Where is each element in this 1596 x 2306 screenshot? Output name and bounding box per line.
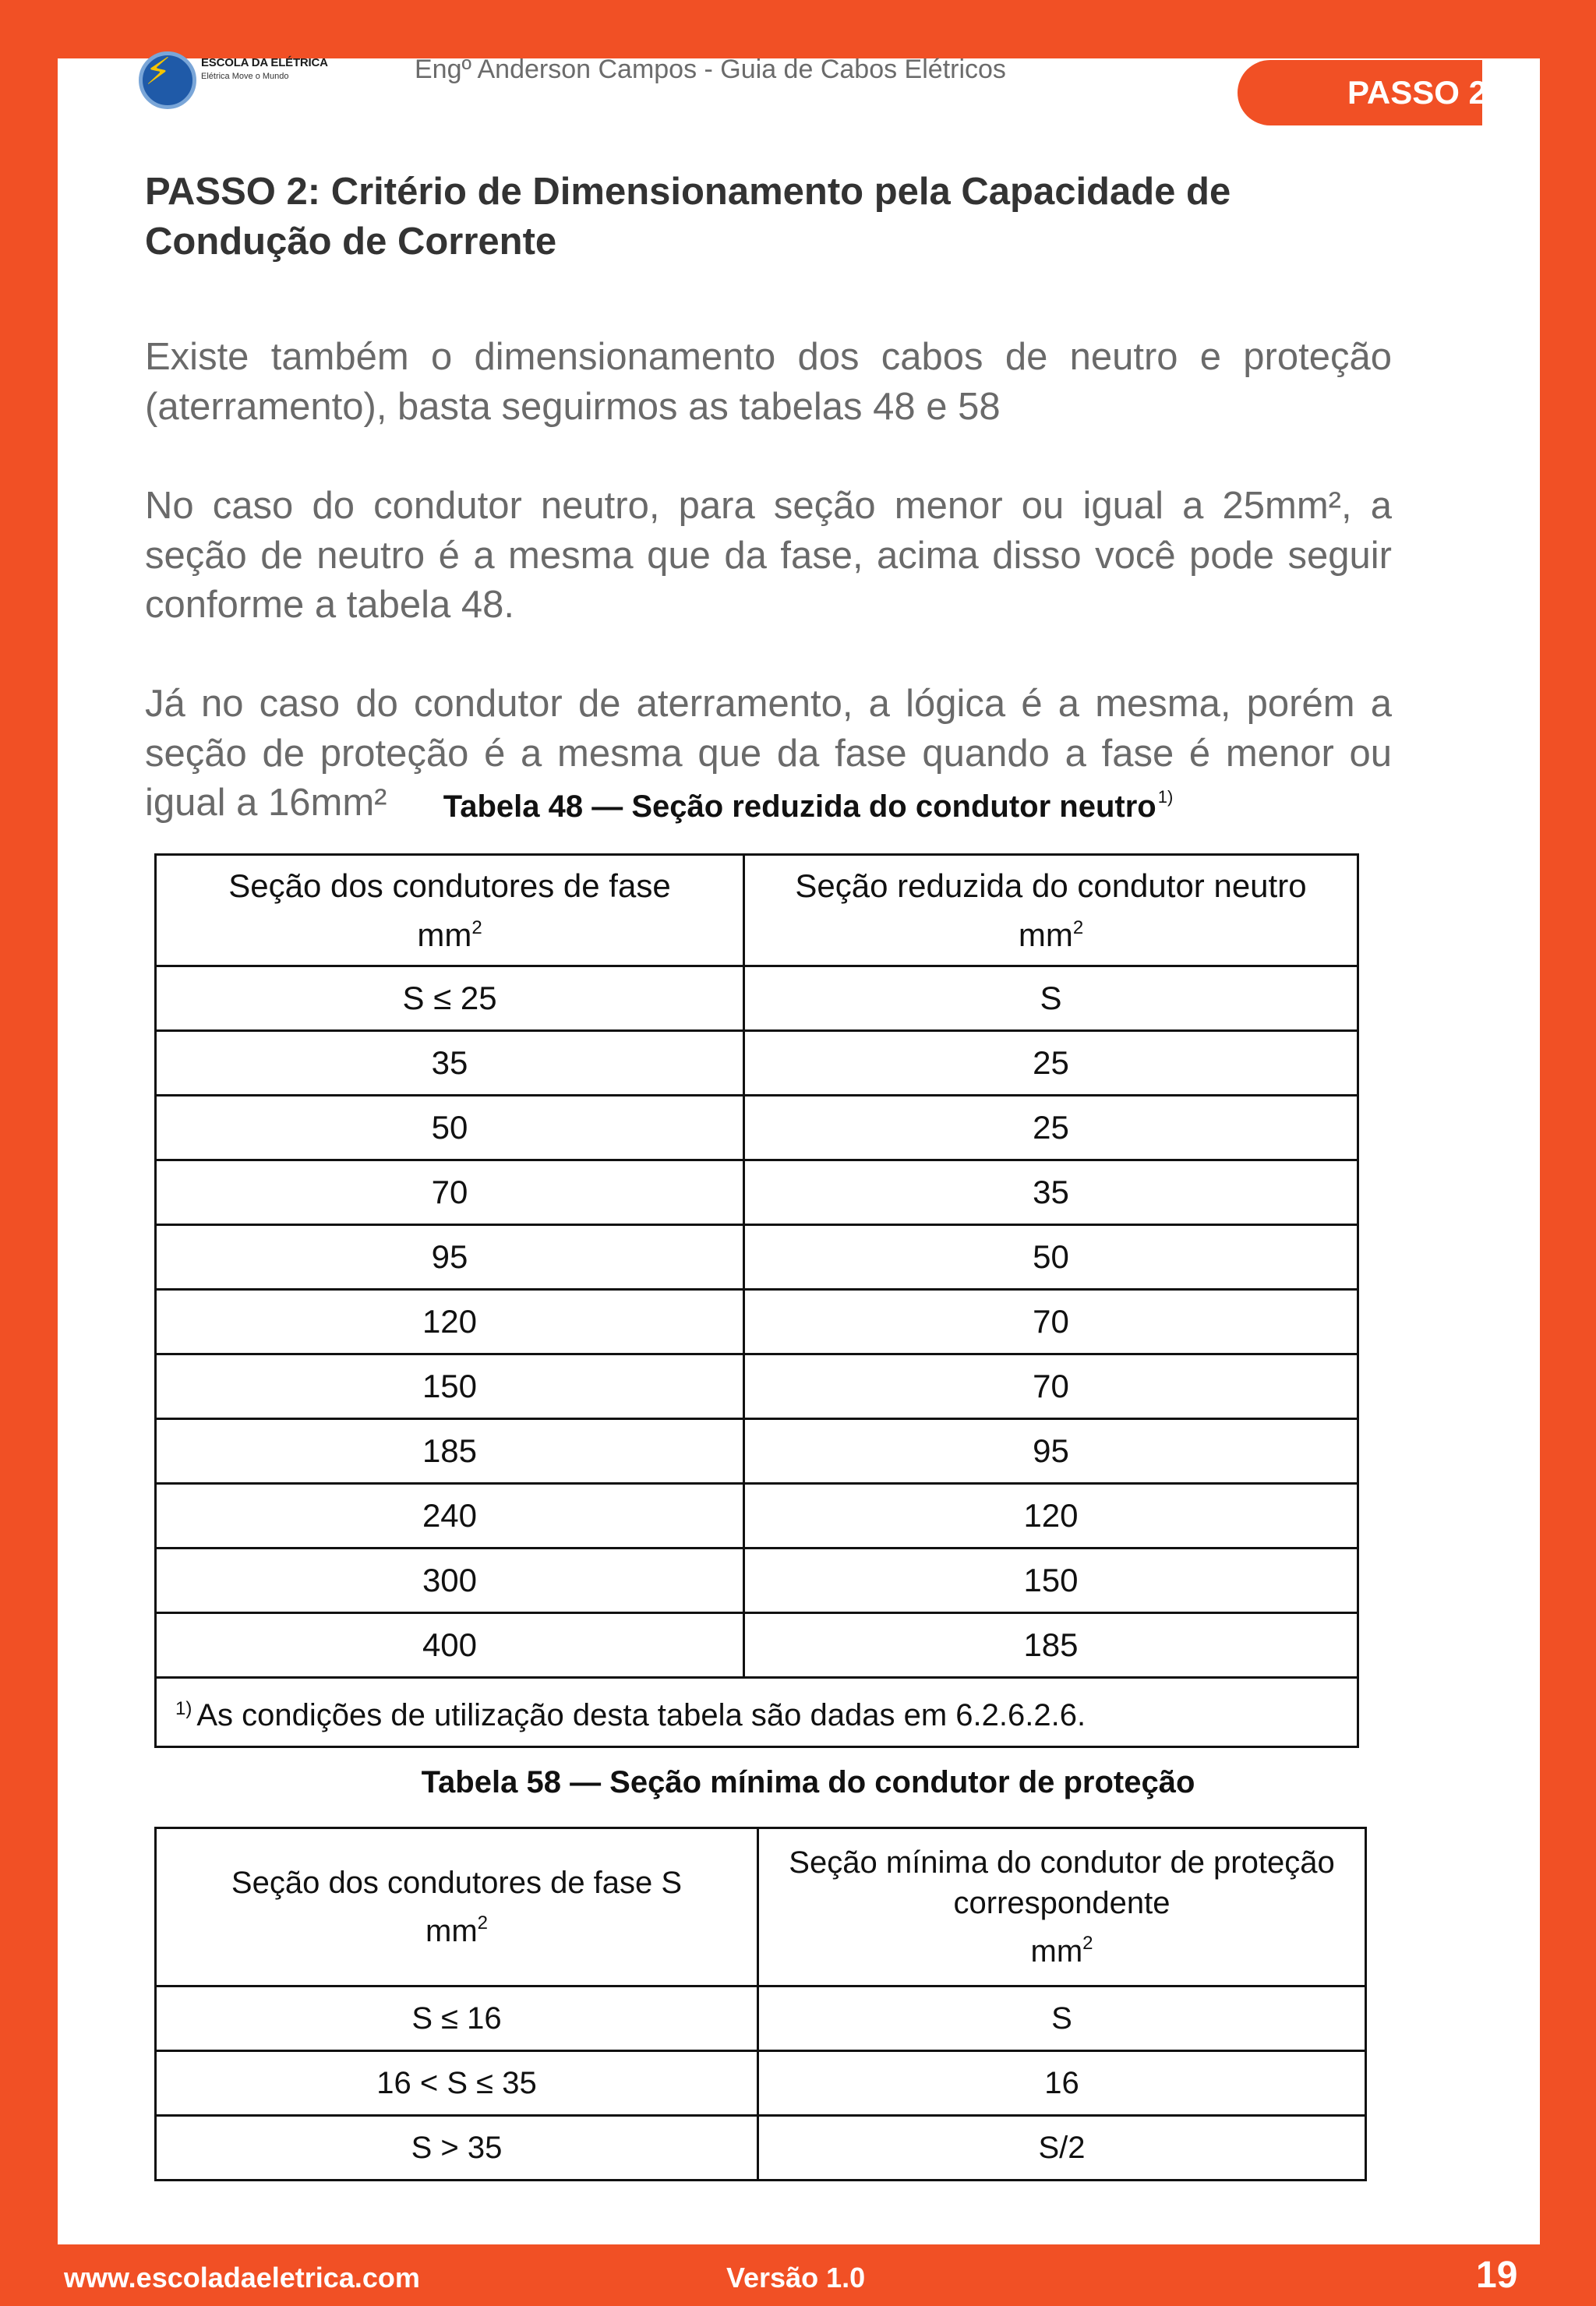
- page-number: 19: [1476, 2255, 1518, 2296]
- table48-cell-neutral: 185: [744, 1613, 1358, 1678]
- table48-header-phase: [156, 855, 744, 966]
- table58-header-protection-label: Seção mínima do condutor de proteção correspondente: [789, 1845, 1335, 1920]
- table-row: [156, 966, 1358, 1031]
- table48-header-neutral: [744, 855, 1358, 966]
- footer-website-link[interactable]: www.escoladaeletrica.com: [64, 2262, 420, 2294]
- table58-header-phase-exp: 2: [477, 1912, 488, 1933]
- table48-footnote-mark: 1): [175, 1698, 192, 1719]
- lightning-bolt-icon: ⚡: [145, 50, 171, 94]
- table58-header-phase-label: Seção dos condutores de fase S: [231, 1866, 683, 1900]
- neutral-paragraph: No caso do condutor neutro, para seção menor ou igual a 25mm², a seção de neutro é a mesma que da fase, acima disso você pode seguir conforme a tabela 48.: [145, 485, 1392, 626]
- table58-cell-phase: S > 35: [156, 2116, 758, 2181]
- table48-cell-neutral: 150: [744, 1549, 1358, 1613]
- table-row: [156, 1031, 1358, 1096]
- brand-logo: [129, 45, 328, 123]
- table48-cell-neutral: 95: [744, 1419, 1358, 1484]
- table48-cell-phase: 50: [156, 1096, 744, 1160]
- table48-cell-neutral: 70: [744, 1354, 1358, 1419]
- table48-footnote: [156, 1678, 1358, 1747]
- table48-cell-phase: 150: [156, 1354, 744, 1419]
- table48: [154, 853, 1359, 1748]
- table-row: [156, 1225, 1358, 1290]
- table-row: [156, 1986, 1366, 2051]
- table-row: [156, 1096, 1358, 1160]
- table48-cell-neutral: 70: [744, 1290, 1358, 1354]
- table-row: [156, 1484, 1358, 1549]
- table48-cell-phase: 400: [156, 1613, 744, 1678]
- table-row: [156, 1290, 1358, 1354]
- table48-cell-phase: 300: [156, 1549, 744, 1613]
- table48-cell-neutral: 50: [744, 1225, 1358, 1290]
- grounding-paragraph: Já no caso do condutor de aterramento, a lógica é a mesma, porém a seção de proteção é a mesma que da fase quando a fase é menor ou igual a 16mm²: [145, 683, 1392, 824]
- table-row: [156, 1160, 1358, 1225]
- table48-cell-phase: 95: [156, 1225, 744, 1290]
- table58-cell-phase: S ≤ 16: [156, 1986, 758, 2051]
- table48-header-neutral-exp: 2: [1072, 916, 1084, 938]
- table48-cell-neutral: 25: [744, 1096, 1358, 1160]
- table48-cell-phase: 185: [156, 1419, 744, 1484]
- footer-version: Versão 1.0: [726, 2262, 866, 2294]
- table-row: [156, 2116, 1366, 2181]
- logo-brand-name: ESCOLA DA ELÉTRICA: [201, 56, 328, 69]
- table48-cell-neutral: S: [744, 966, 1358, 1031]
- table48-caption-note: 1): [1157, 787, 1174, 807]
- table58-header-phase: [156, 1828, 758, 1986]
- table-row: [156, 1354, 1358, 1419]
- table48-cell-neutral: 35: [744, 1160, 1358, 1225]
- header-guide-title: Engº Anderson Campos - Guia de Cabos Elétricos: [415, 55, 1006, 84]
- table-row: [156, 1549, 1358, 1613]
- table58-cell-phase: 16 < S ≤ 35: [156, 2051, 758, 2116]
- table58-header-protection-exp: 2: [1082, 1933, 1093, 1954]
- page-title: PASSO 2: Critério de Dimensionamento pela Capacidade de Condução de Corrente: [145, 171, 1231, 263]
- table48-cell-phase: S ≤ 25: [156, 966, 744, 1031]
- table48-header-phase-exp: 2: [471, 916, 482, 938]
- table58-header-phase-unit: mm: [425, 1914, 478, 1948]
- logo-tagline: Elétrica Move o Mundo: [201, 72, 289, 81]
- table48-cell-phase: 240: [156, 1484, 744, 1549]
- table48-cell-neutral: 25: [744, 1031, 1358, 1096]
- table-row: [156, 1613, 1358, 1678]
- step-badge: PASSO 2: [1238, 60, 1482, 125]
- table58-caption: Tabela 58 — Seção mínima do condutor de proteção: [421, 1765, 1195, 1799]
- table48-footnote-text: As condições de utilização desta tabela são dadas em 6.2.6.2.6.: [196, 1698, 1086, 1732]
- table48-header-phase-label: Seção dos condutores de fase: [228, 867, 671, 904]
- table48-header-phase-unit: mm: [417, 916, 472, 953]
- table48-caption: [129, 787, 1487, 825]
- table-row: [156, 2051, 1366, 2116]
- table58-header-row: [156, 1828, 1366, 1986]
- table48-cell-phase: 35: [156, 1031, 744, 1096]
- intro-paragraph: Existe também o dimensionamento dos cabos de neutro e proteção (aterramento), basta seguirmos as tabelas 48 e 58: [145, 336, 1392, 428]
- table58-cell-protection: S/2: [758, 2116, 1366, 2181]
- table48-footnote-row: [156, 1678, 1358, 1747]
- table58-cell-protection: S: [758, 1986, 1366, 2051]
- table48-cell-phase: 70: [156, 1160, 744, 1225]
- table48-cell-neutral: 120: [744, 1484, 1358, 1549]
- table-row: [156, 1419, 1358, 1484]
- table58: [154, 1827, 1367, 2181]
- table48-cell-phase: 120: [156, 1290, 744, 1354]
- table58-cell-protection: 16: [758, 2051, 1366, 2116]
- table58-header-protection-unit: mm: [1030, 1934, 1083, 1969]
- table48-header-row: [156, 855, 1358, 966]
- table48-header-neutral-label: Seção reduzida do condutor neutro: [795, 867, 1307, 904]
- table58-header-protection: [758, 1828, 1366, 1986]
- table48-header-neutral-unit: mm: [1018, 916, 1073, 953]
- table48-caption-text: Tabela 48 — Seção reduzida do condutor neutro: [443, 789, 1156, 824]
